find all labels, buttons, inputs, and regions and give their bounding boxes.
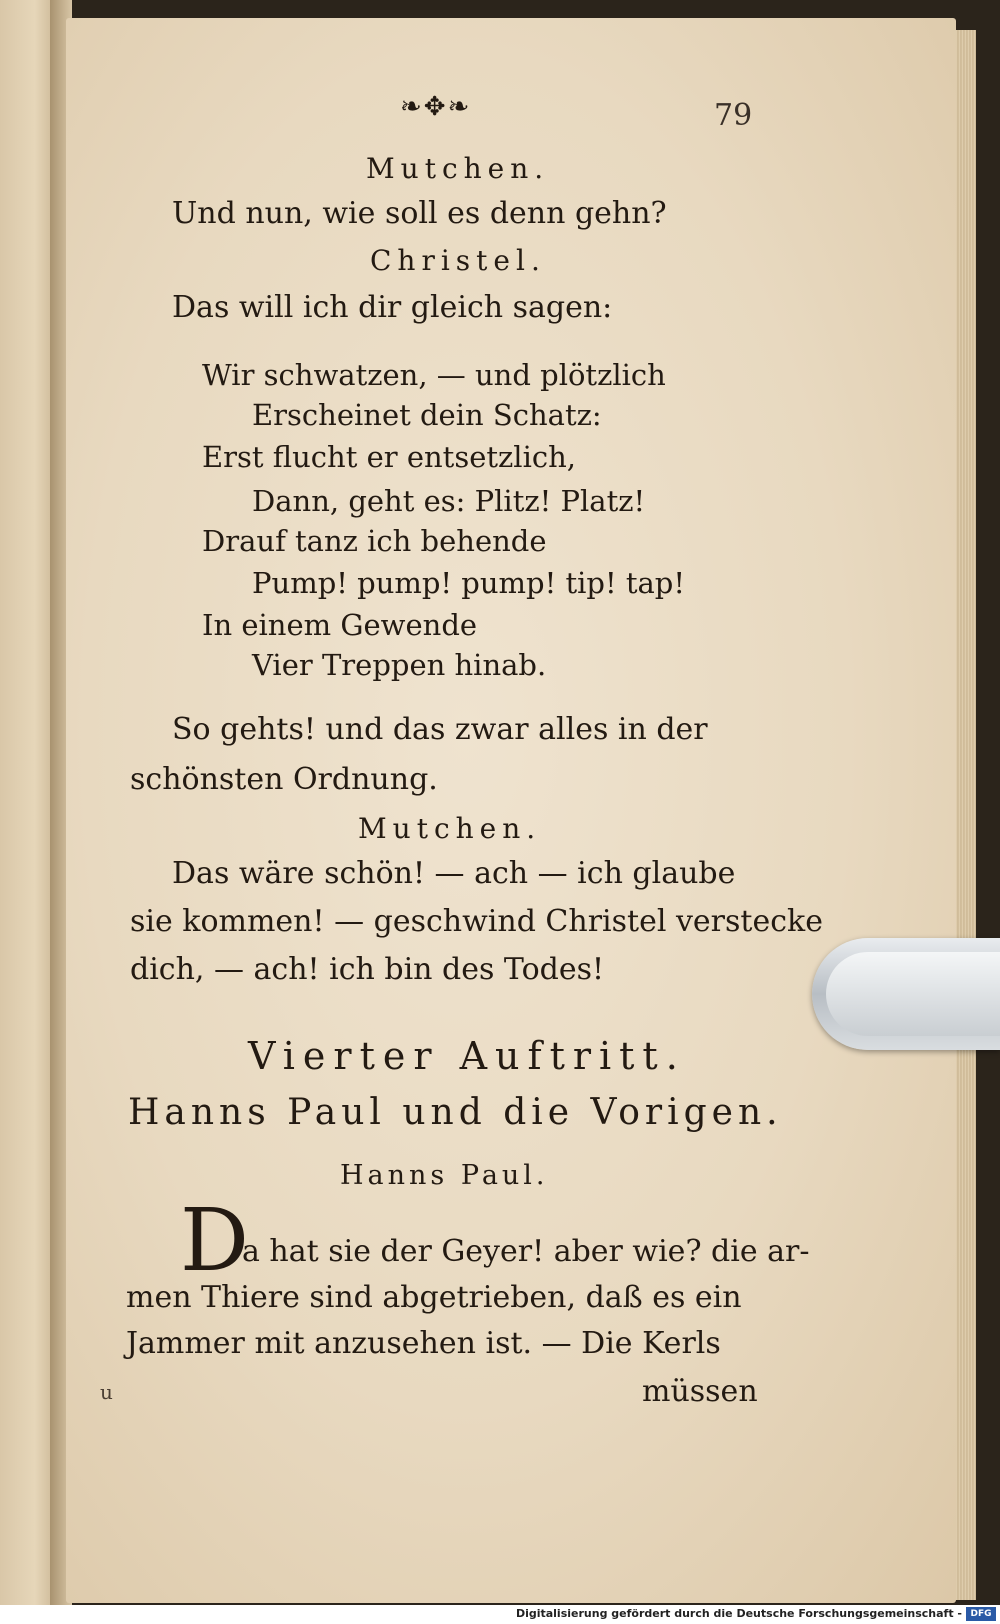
speaker-hanns-paul: Hanns Paul.	[340, 1160, 549, 1191]
prose-line: sie kommen! — geschwind Christel verstecke	[130, 904, 823, 939]
scene-characters: Hanns Paul und die Vorigen.	[128, 1092, 783, 1133]
prose-line: So gehts! und das zwar alles in der	[172, 712, 708, 747]
scene-heading: Vierter Auftritt.	[248, 1034, 686, 1078]
signature-mark: u	[100, 1380, 113, 1404]
speaker-mutchen: Mutchen.	[358, 812, 542, 845]
verse-line: Erst flucht er entsetzlich,	[202, 440, 576, 474]
prose-line: dich, — ach! ich bin des Todes!	[130, 952, 605, 987]
prose-line: a hat sie der Geyer! aber wie? die ar-	[242, 1234, 810, 1269]
prose-line: Das wäre schön! — ach — ich glaube	[172, 856, 736, 891]
verse-line: Wir schwatzen, — und plötzlich	[202, 358, 666, 392]
drop-cap: D	[180, 1191, 249, 1291]
page-clip-bookmark	[812, 938, 1000, 1050]
verse-line: Drauf tanz ich behende	[202, 524, 547, 558]
verse-line: Dann, geht es: Plitz! Platz!	[252, 484, 646, 518]
dfg-logo: DFG	[966, 1607, 996, 1621]
verse-line: In einem Gewende	[202, 608, 478, 642]
dialogue-line: Das will ich dir gleich sagen:	[172, 290, 613, 325]
catchword: müssen	[642, 1374, 758, 1409]
footer-bar	[0, 1605, 1000, 1624]
prose-line: men Thiere sind abgetrieben, daß es ein	[126, 1280, 742, 1315]
verse-line: Pump! pump! pump! tip! tap!	[252, 566, 686, 600]
speaker-christel: Christel.	[370, 244, 546, 277]
verse-line: Erscheinet dein Schatz:	[252, 398, 602, 432]
prose-line: Jammer mit anzusehen ist. — Die Kerls	[126, 1326, 721, 1361]
verse-line: Vier Treppen hinab.	[252, 648, 547, 682]
speaker-mutchen: Mutchen.	[366, 152, 550, 185]
dialogue-line: Und nun, wie soll es denn gehn?	[172, 196, 667, 231]
prose-line: schönsten Ordnung.	[130, 762, 438, 797]
footer-credit: Digitalisierung gefördert durch die Deutsche Forschungsgemeinschaft -	[515, 1607, 962, 1620]
page-number: 79	[714, 98, 753, 133]
header-ornament: ❧✥❧	[400, 92, 472, 122]
